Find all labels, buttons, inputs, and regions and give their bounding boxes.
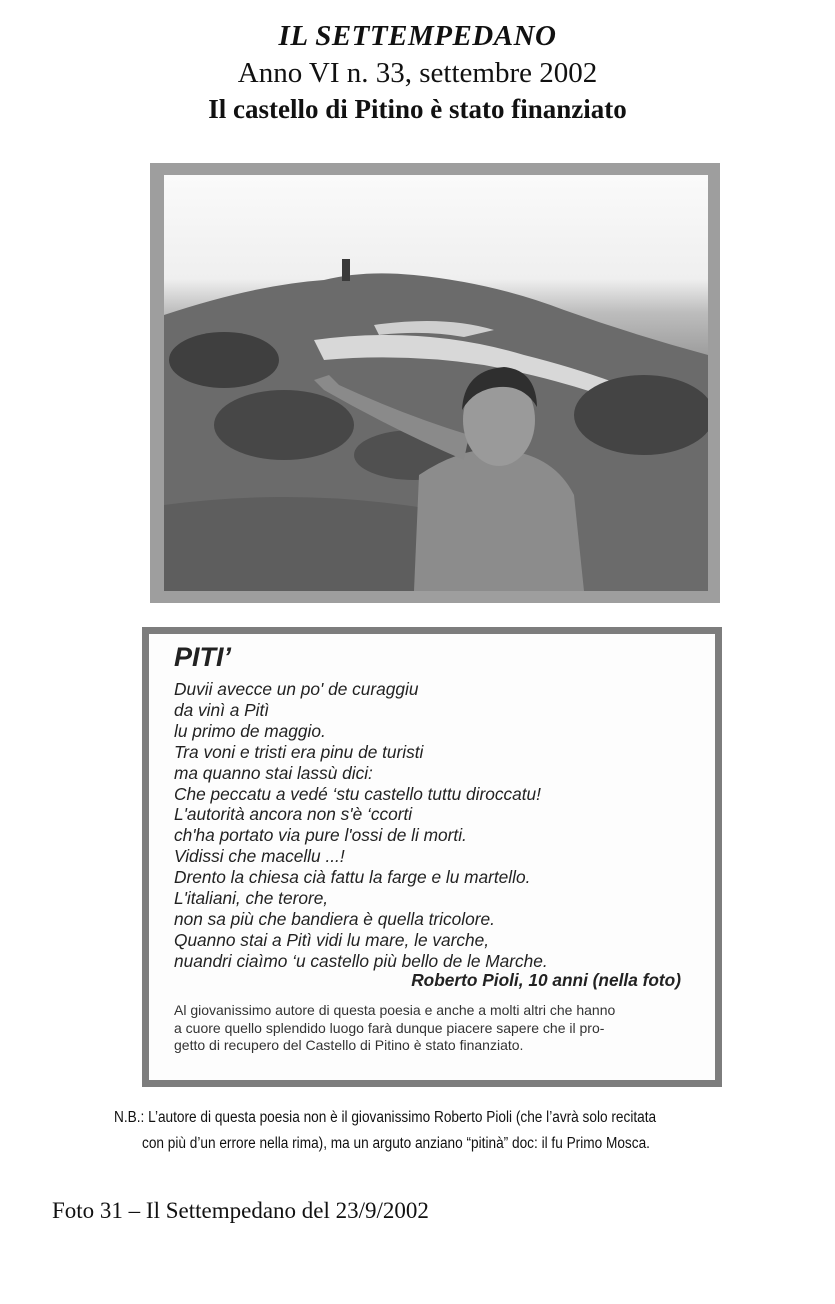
nb-note [100,1105,750,1157]
nb-note-line-1: N.B.: L’autore di questa poesia non è il giovanissimo Roberto Pioli (che l’avrà solo recitata [114,1109,657,1126]
hill-photo [164,175,708,591]
poem-lines [174,679,548,972]
poem-note-line: getto di recupero del Castello di Pitino è stato finanziato. [174,1037,524,1054]
poem-line: Drento la chiesa cià fattu la farge e lu martello. [174,867,531,888]
poem-title: PITI’ [174,642,232,672]
publication-title: IL SETTEMPEDANO [278,20,557,52]
poem-line: lu primo de maggio. [174,720,326,741]
photo-illustration [164,175,708,591]
photo-caption: Foto 31 – Il Settempedano del 23/9/2002 [52,1198,429,1223]
poem-line: ch'ha portato via pure l'ossi de li morti. [174,825,467,846]
poem-line: nuandri ciaìmo ‘u castello più bello de le Marche. [174,950,548,971]
poem-editor-note [174,1002,714,1055]
issue-line: Anno VI n. 33, settembre 2002 [237,57,598,89]
poem-line: L'italiani, che terore, [174,888,329,909]
poem-line: da vinì a Pitì [174,699,270,720]
article-headline: Il castello di Pitino è stato finanziato [208,94,627,124]
poem-author: Roberto Pioli, 10 anni (nella foto) [411,970,681,990]
poem-line: L'autorità ancora non s'è ‘ccorti [174,804,413,825]
poem-note-line: a cuore quello splendido luogo farà dunque piacere sapere che il pro- [174,1019,605,1036]
poem-line: Tra voni e tristi era pinu de turisti [174,741,424,762]
poem-line: Vidissi che macellu ...! [174,846,345,867]
poem-box [142,627,722,1087]
photo-frame [150,163,720,603]
poem-line: Duvii avecce un po' de curaggiu [174,679,419,699]
poem-line: non sa più che bandiera è quella tricolore. [174,908,495,929]
poem-line: Quanno stai a Pitì vidi lu mare, le varche, [174,929,490,950]
poem-note-line: Al giovanissimo autore di questa poesia e anche a molti altri che hanno [174,1002,616,1018]
nb-note-line-2: con più d’un errore nella rima), ma un arguto anziano “pitinà” doc: il fu Primo Mosca. [142,1135,650,1152]
poem-line: Che peccatu a vedé ‘stu castello tuttu diroccatu! [174,783,541,804]
poem-line: ma quanno stai lassù dici: [174,762,373,783]
